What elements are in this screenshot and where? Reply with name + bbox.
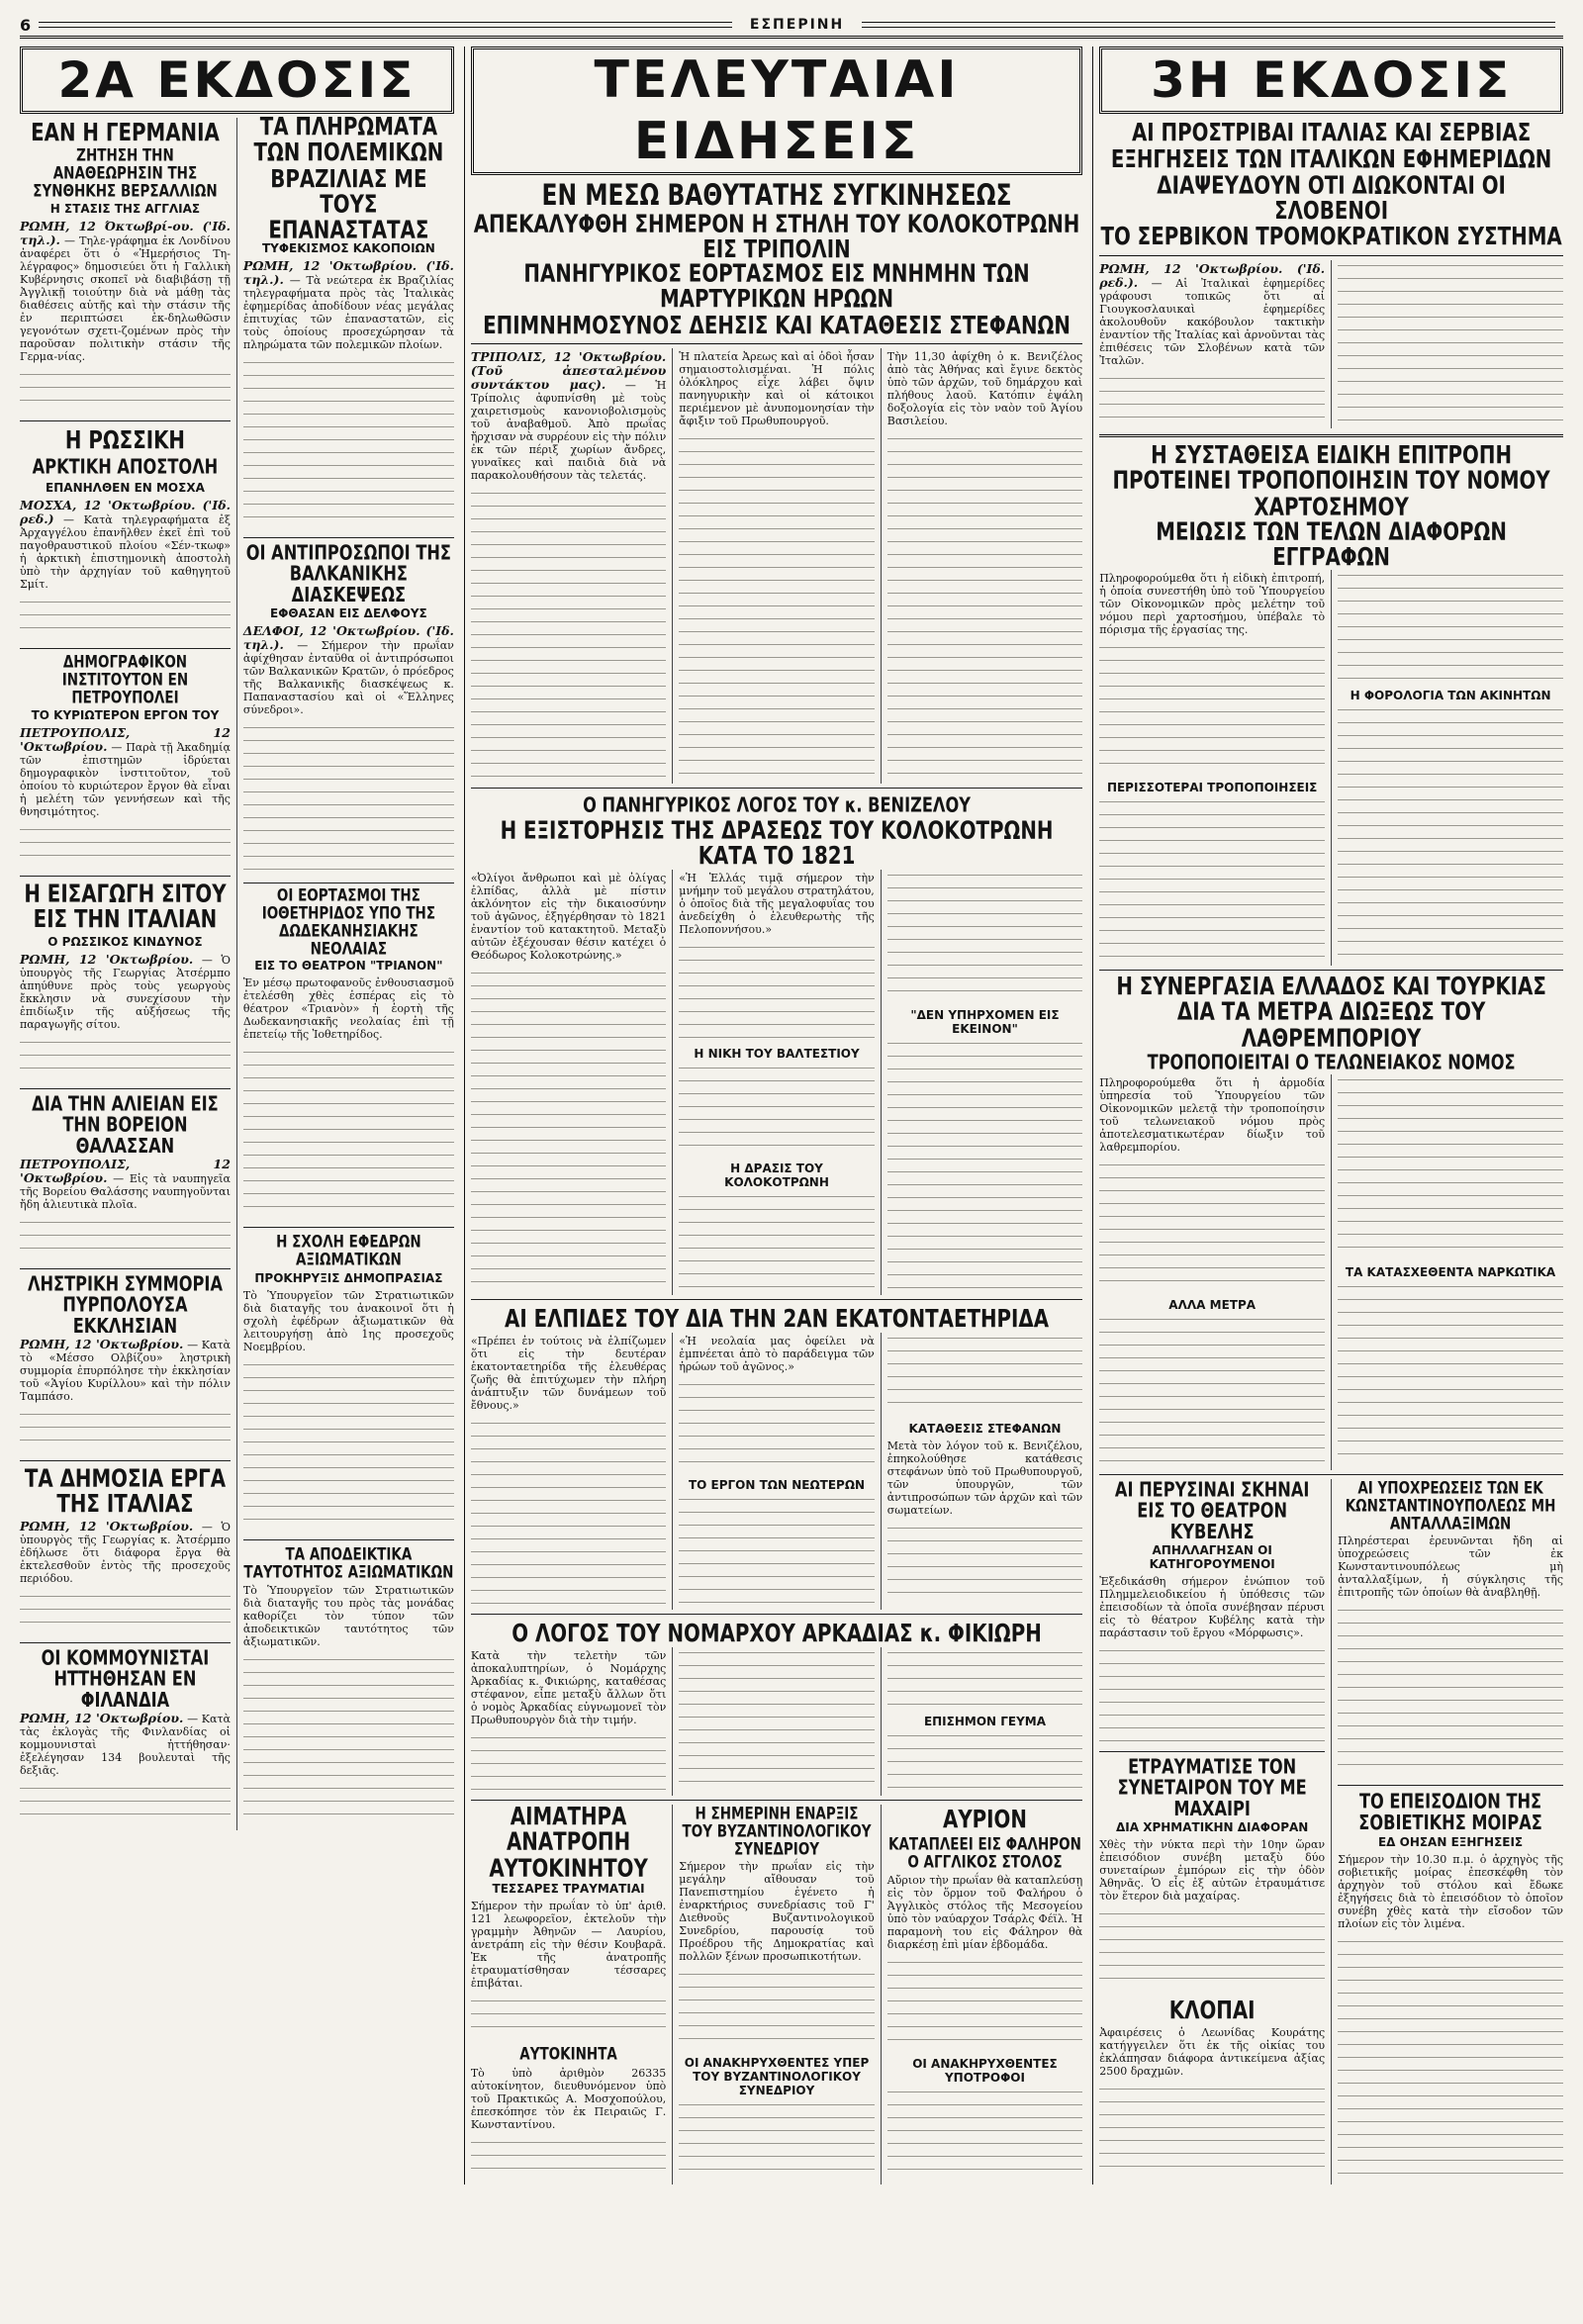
subheadline: ΑΛΛΑ ΜΕΤΡΑ bbox=[1168, 1298, 1257, 1313]
dateline: ΡΩΜΗ, 12 'Οκτωβρίου. bbox=[20, 1337, 184, 1352]
text-block bbox=[243, 359, 454, 527]
subheadline: Η ΣΤΑΣΙΣ ΤΗΣ ΑΓΓΛΙΑΣ bbox=[49, 201, 201, 216]
text-block bbox=[1338, 1607, 1563, 1775]
text-block bbox=[887, 435, 1082, 778]
article-text bbox=[20, 725, 235, 819]
headline: ΟΙ ΑΝΤΙΠΡΟΣΩΠΟΙ ΤΗΣ ΒΑΛΚΑΝΙΚΗΣ ΔΙΑΣΚΕΨΕΩΣ bbox=[245, 541, 451, 607]
headline: ΤΟ ΣΕΡΒΙΚΟΝ ΤΡΟΜΟΚΡΑΤΙΚΟΝ ΣΥΣΤΗΜΑ bbox=[1100, 223, 1562, 251]
runner-rule bbox=[862, 22, 1555, 28]
subheadline: ΕΔ ΟΗΣΑΝ ΕΞΗΓΗΣΕΙΣ bbox=[1377, 1834, 1524, 1849]
text-block bbox=[887, 1732, 1082, 1790]
article-text: Πληροφορούμεθα ὅτι ἡ ἀρμοδία ὑπηρεσία τοῦ Ὑπουργείου τῶν Οἰκονομικῶν μελετᾷ τὴν τροποποίησιν τοῦ τελωνειακοῦ νόμου πρὸς ἀποτελεσματικωτέραν δίωξιν τοῦ λαθρεμπορίου. bbox=[1099, 1076, 1329, 1155]
text-block bbox=[20, 371, 231, 411]
news-column bbox=[672, 1804, 879, 2185]
subheadline: ΚΑΤΑΘΕΣΙΣ ΣΤΕΦΑΝΩΝ bbox=[908, 1422, 1062, 1437]
divider bbox=[471, 1299, 1082, 1300]
headline: Ο ΠΑΝΗΓΥΡΙΚΟΣ ΛΟΓΟΣ ΤΟΥ κ. ΒΕΝΙΖΕΛΟΥ bbox=[583, 793, 971, 818]
text-block bbox=[1099, 1647, 1325, 1740]
text-block bbox=[1338, 1076, 1563, 1257]
text-block bbox=[471, 1420, 666, 1604]
headline: Η ΣΗΜΕΡΙΝΗ ΕΝΑΡΞΙΣ ΤΟΥ ΒΥΖΑΝΤΙΝΟΛΟΓΙΚΟΥ ΣΥΝΕΔΡΙΟΥ bbox=[682, 1804, 872, 1860]
text-block bbox=[679, 1381, 874, 1470]
text-block bbox=[679, 1971, 874, 2048]
article-text: Τὸ Ὑπουργεῖον τῶν Στρατιωτικῶν διὰ διαταγῆς του πρὸς τὰς μονάδας καθορίζει τὸν τύπον τῶν ἀποδεικτικῶν ταυτότητος τῶν ἀξιωματικῶν. bbox=[242, 1583, 458, 1648]
news-column bbox=[20, 118, 235, 1830]
divider bbox=[471, 788, 1082, 789]
text-block bbox=[1338, 262, 1563, 422]
article-text bbox=[242, 257, 459, 351]
text-block bbox=[471, 1734, 666, 1790]
headline: ΚΛΟΠΑΙ bbox=[1168, 1997, 1256, 2025]
subheadline: ΟΙ ΑΝΑΚΗΡΥΧΘΕΝΤΕΣ ΥΠΟΤΡΟΦΟΙ bbox=[912, 2056, 1058, 2085]
lead-story-headlines bbox=[471, 179, 1082, 344]
second-edition-section bbox=[20, 46, 459, 2185]
dateline: ΡΩΜΗ, 12 'Οκτωβρίου. ('Ιδ. τηλ.). bbox=[242, 257, 459, 287]
divider bbox=[243, 537, 454, 538]
dateline: ΡΩΜΗ, 12 'Οκτωβρίου. bbox=[20, 1711, 184, 1725]
subheadline: ΠΕΡΙΣΣΟΤΕΡΑΙ ΤΡΟΠΟΠΟΙΗΣΕΙΣ bbox=[1106, 781, 1318, 795]
text-block bbox=[1099, 644, 1325, 773]
news-column bbox=[672, 870, 879, 1295]
news-column bbox=[1099, 1074, 1329, 1470]
article-text bbox=[470, 349, 671, 483]
article-text: «Πρέπει ἐν τούτοις νὰ ἐλπίζωμεν ὅτι εἰς τὴν δευτέραν ἑκατονταετηρίδα τῆς ἐλευθέρας ζωῆς θὰ ἐπιτύχωμεν τὴν πλήρη ἀνάπτυξιν τῶν δυνάμεων τοῦ ἔθνους.» bbox=[470, 1335, 670, 1413]
headline: Η ΣΥΣΤΑΘΕΙΣΑ ΕΙΔΙΚΗ ΕΠΙΤΡΟΠΗ ΠΡΟΤΕΙΝΕΙ ΤΡΟΠΟΠΟΙΗΣΙΝ ΤΟΥ ΝΟΜΟΥ ΧΑΡΤΟΣΗΜΟΥ bbox=[1112, 441, 1550, 521]
article-text: Κατὰ τὴν τελετὴν τῶν ἀποκαλυπτηρίων, ὁ Νομάρχης Ἀρκαδίας κ. Φικιώρης, καταθέσας στέφανον, εἶπε μεταξὺ ἄλλων ὅτι ὁ νομὸς Ἀρκαδίας εὐγνωμονεῖ τὸν Πρωθυπουργὸν διὰ τὴν τιμήν. bbox=[470, 1649, 670, 1727]
divider bbox=[20, 1268, 231, 1269]
text-block bbox=[1099, 375, 1325, 422]
subheadline: "ΔΕΝ ΥΠΗΡΧΟΜΕΝ ΕΙΣ ΕΚΕΙΝΟΝ" bbox=[910, 1007, 1060, 1036]
subheadline: ΑΠΗΛΛΑΓΗΣΑΝ ΟΙ ΚΑΤΗΓΟΡΟΥΜΕΝΟΙ bbox=[1149, 1543, 1275, 1572]
headline: ΤΟ ΕΠΕΙΣΟΔΙΟΝ ΤΗΣ ΣΟΒΙΕΤΙΚΗΣ ΜΟΙΡΑΣ bbox=[1358, 1790, 1542, 1835]
article-text: Τὸ ὑπὸ ἀριθμὸν 26335 αὐτοκίνητον, διευθυνόμενον ὑπὸ τοῦ Πρακτικῶς Α. Μοσχοπούλου, ἐπεσκόπησε τὸν ἐκ Πειραιῶς Γ. Κωνσταντίνου. bbox=[470, 2067, 670, 2132]
headline: ΠΑΝΗΓΥΡΙΚΟΣ ΕΟΡΤΑΣΜΟΣ ΕΙΣ ΜΝΗΜΗΝ ΤΩΝ ΜΑΡΤΥΡΙΚΩΝ ΗΡΩΩΝ bbox=[523, 260, 1030, 315]
subheadline: ΕΦΘΑΣΑΝ ΕΙΣ ΔΕΛΦΟΥΣ bbox=[270, 606, 427, 621]
article-text: Ἐν μέσῳ πρωτοφανοῦς ἐνθουσιασμοῦ ἐτελέσθη χθὲς ἑσπέρας εἰς τὸ θέατρον «Τριανὸν» ἡ ἑορτὴ τῆς Δωδεκανησιακῆς νεολαίας ἐπὶ τῇ ἐπετείῳ τῆς Ἰοθετηρίδος. bbox=[242, 976, 458, 1041]
text-block bbox=[243, 724, 454, 873]
page-runner bbox=[20, 14, 1563, 39]
article-body: — Ὁ ὑπουργὸς τῆς Γεωργίας κ. Ἀτσέρμπο ἐδήλωσε ὅτι διάφορα ἔργα θὰ ἐκτελεσθοῦν ἐντὸς τῆς προσεχοῦς περιόδου. bbox=[20, 1520, 234, 1585]
headline: ΑΥΡΙΟΝ bbox=[943, 1806, 1027, 1834]
latest-news-section bbox=[464, 46, 1086, 2185]
divider bbox=[471, 1800, 1082, 1801]
headline: ΑΙ ΥΠΟΧΡΕΩΣΕΙΣ ΤΩΝ ΕΚ ΚΩΝΣΤΑΝΤΙΝΟΥΠΟΛΕΩΣ ΜΗ ΑΝΤΑΛΛΑΞΙΜΩΝ bbox=[1345, 1478, 1556, 1534]
article-text bbox=[20, 1337, 234, 1404]
dateline: ΜΟΣΧΑ, 12 'Οκτωβρίου. ('Ιδ. ρεδ.) bbox=[20, 498, 235, 527]
article-body: — Εἰς τὰ ναυπηγεῖα τῆς Βορείου Θαλάσσης ναυπηγοῦνται ἤδη ἁλιευτικὰ πλοῖα. bbox=[20, 1171, 234, 1211]
article-text: Τὸ Ὑπουργεῖον τῶν Στρατιωτικῶν διὰ διαταγῆς του ἀνακοινοῖ ὅτι ἡ σχολὴ ἐφέδρων ἀξιωματικῶν θὰ λειτουργήσῃ ἀπὸ 1ης προσεχοῦς Νοεμβρίου. bbox=[242, 1288, 458, 1353]
headline: ΑΠΕΚΑΛΥΦΘΗ ΣΗΜΕΡΟΝ Η ΣΤΗΛΗ ΤΟΥ ΚΟΛΟΚΟΤΡΩΝΗ ΕΙΣ ΤΡΙΠΟΛΙΝ bbox=[473, 210, 1080, 264]
text-block bbox=[679, 1649, 874, 1790]
text-block bbox=[20, 1593, 231, 1632]
headline: ΜΕΙΩΣΙΣ ΤΩΝ ΤΕΛΩΝ ΔΙΑΦΟΡΩΝ ΕΓΓΡΑΦΩΝ bbox=[1156, 517, 1507, 572]
article-text bbox=[20, 1156, 235, 1211]
dateline: ΠΕΤΡΟΥΠΟΛΙΣ, 12 'Οκτωβρίου. bbox=[20, 1156, 235, 1185]
headline: ΚΑΤΑΠΛΕΕΙ ΕΙΣ ΦΑΛΗΡΟΝ Ο ΑΓΓΛΙΚΟΣ ΣΤΟΛΟΣ bbox=[888, 1833, 1081, 1872]
text-block bbox=[1338, 1938, 1563, 2179]
article-text: Ἀφαιρέσεις ὁ Λεωνίδας Κουράτης κατήγγειλεν ὅτι ἐκ τῆς οἰκίας του ἐκλάπησαν διάφορα ἀντικείμενα ἀξίας 2500 δραχμῶν. bbox=[1099, 2026, 1329, 2079]
subheadline: ΟΙ ΑΝΑΚΗΡΥΧΘΕΝΤΕΣ ΥΠΕΡ ΤΟΥ ΒΥΖΑΝΤΙΝΟΛΟΓΙΚΟΥ ΣΥΝΕΔΡΙΟΥ bbox=[684, 2056, 870, 2098]
text-block bbox=[20, 599, 231, 638]
subheadline: ΕΙΣ ΤΟ ΘΕΑΤΡΟΝ "ΤΡΙΑΝΟΝ" bbox=[254, 958, 443, 973]
text-block bbox=[1099, 1910, 1325, 1990]
article-text: «Ἡ Ἑλλάς τιμᾷ σήμερον τὴν μνήμην τοῦ μεγάλου στρατηλάτου, ὁ ὁποῖος διὰ τῆς μεγαλοφυΐας του ἀνεδείχθη ὁ ἐλευθερωτὴς τῆς Πελοποννήσου.» bbox=[679, 871, 879, 936]
dateline: ΡΩΜΗ, 12 'Οκτωβρίου. bbox=[20, 951, 194, 967]
text-block bbox=[887, 1040, 1082, 1289]
divider bbox=[20, 420, 231, 421]
headline: ΔΗΜΟΓΡΑΦΙΚΟΝ ΙΝΣΤΙΤΟΥΤΟΝ ΕΝ ΠΕΤΡΟΥΠΟΛΕΙ bbox=[61, 652, 189, 708]
article-text bbox=[20, 951, 234, 1031]
news-column bbox=[1099, 260, 1330, 428]
text-block bbox=[243, 1049, 454, 1217]
headline: ΑΡΚΤΙΚΗ ΑΠΟΣΤΟΛΗ bbox=[32, 456, 219, 480]
text-block bbox=[20, 1039, 231, 1078]
article-text: «Ὀλίγοι ἄνθρωποι καὶ μὲ ὀλίγας ἐλπίδας, ἀλλὰ μὲ πίστιν ἀκλόνητον εἰς τὴν δικαιοσύνην τοῦ ἀγῶνος, ἐξηγέρθησαν τὸ 1821 ἐναντίον τοῦ κατακτητοῦ. Μεταξὺ αὐτῶν ἐξέχουσαν θέσιν κατέχει ὁ Θεόδωρος Κολοκοτρώνης.» bbox=[470, 871, 670, 962]
subheadline: ΤΑ ΚΑΤΑΣΧΕΘΕΝΤΑ ΝΑΡΚΩΤΙΚΑ bbox=[1345, 1265, 1556, 1280]
text-block bbox=[20, 826, 231, 866]
divider bbox=[20, 648, 231, 649]
headline: ΟΙ ΕΟΡΤΑΣΜΟΙ ΤΗΣ ΙΟΘΕΤΗΡΙΔΟΣ ΥΠΟ ΤΗΣ ΔΩΔΕΚΑΝΗΣΙΑΚΗΣ ΝΕΟΛΑΙΑΣ bbox=[261, 885, 436, 959]
article-text: Πληροφορούμεθα ὅτι ἡ εἰδικὴ ἐπιτροπή, ἡ ὁποία συνεστήθη ὑπὸ τοῦ Ὑπουργείου τῶν Οἰκονομικῶν πρὸς μελέτην τοῦ νόμου περὶ χαρτοσήμου, ὑπέβαλε τὸ πόρισμα τῆς ἐργασίας της. bbox=[1099, 572, 1329, 637]
divider bbox=[243, 1539, 454, 1540]
text-block bbox=[243, 1656, 454, 1824]
article-body: — Τηλε-γράφημα ἐκ Λονδίνου ἀναφέρει ὅτι ὁ «Ἡμερήσιος Τη-λέγραφος» δημοσιεύει ὅτι ἡ Γαλλικὴ Κυβέρνησις σκοπεῖ νὰ διαβιβάσῃ τῇ Ἀγγλικῇ τοιούτην διὰ νὰ μάθῃ τὰς διαθέσεις αὐτῆς καὶ τὴν στάσιν τῆς ἐν περιπτώσει ἐκ-δηλωθῶσιν γεγονότων σχετι-ζομένων πρὸς τὴν παροῦσαν πολιτικὴν στάσιν τῆς Γερμα-νίας. bbox=[20, 233, 234, 363]
article-text: Σήμερον τὴν πρωΐαν τὸ ὑπ' ἀριθ. 121 λεωφορεῖον, ἐκτελοῦν τὴν γραμμὴν Ἀθηνῶν — Λαυρίου, ἀνετράπη εἰς τὴν θέσιν Κουβαρᾶ. Ἐκ τῆς ἀνατροπῆς ἐτραυματίσθησαν τέσσαρες ἐπιβάται. bbox=[470, 1900, 670, 1991]
dateline: ΡΩΜΗ, 12 Όκτωβρί-ου. ('Ιδ. τηλ.). bbox=[20, 218, 235, 247]
text-block bbox=[887, 872, 1082, 1000]
divider bbox=[1099, 1474, 1563, 1475]
article-text: Χθὲς τὴν νύκτα περὶ τὴν 10ην ὥραν ἐπεισόδιον συνέβη μεταξὺ δύο συνεταίρων ἐμπόρων εἰς τὴν ὁδὸν Ἀθηνᾶς. Ὁ εἷς ἐξ αὐτῶν ἐτραυμάτισε τὸν ἕτερον διὰ μαχαίρας. bbox=[1099, 1837, 1329, 1903]
headline: ΤΡΟΠΟΠΟΙΕΙΤΑΙ Ο ΤΕΛΩΝΕΙΑΚΟΣ ΝΟΜΟΣ bbox=[1147, 1051, 1516, 1075]
text-block bbox=[887, 1335, 1082, 1414]
text-block bbox=[471, 490, 666, 778]
text-block bbox=[1099, 798, 1325, 960]
news-column bbox=[1331, 260, 1563, 428]
news-column bbox=[470, 1804, 670, 2185]
headline: ΔΙΑ ΤΗΝ ΑΛΙΕΙΑΝ ΕΙΣ ΤΗΝ ΒΟΡΕΙΟΝ ΘΑΛΑΣΣΑΝ bbox=[32, 1092, 219, 1159]
headline: ΑΙ ΕΛΠΙΔΕΣ ΤΟΥ ΔΙΑ ΤΗΝ 2ΑΝ ΕΚΑΤΟΝΤΑΕΤΗΡΙΔΑ bbox=[505, 1305, 1050, 1334]
text-block bbox=[887, 1525, 1082, 1604]
news-column bbox=[672, 1333, 879, 1610]
subheadline: ΕΠΑΝΗΛΘΕΝ ΕΝ ΜΟΣΧΑ bbox=[46, 481, 205, 496]
news-column bbox=[1099, 1478, 1329, 2185]
article-body: — Παρὰ τῇ Ἀκαδημίᾳ τῶν ἐπιστημῶν ἱδρύεται δημογραφικὸν ἰνστιτοῦτον, τοῦ ὁποίου τὸ κυριώτερον ἔργον θὰ εἶναι ἡ μελέτη τῶν γεννήσεων καὶ τῆς θνησιμότητος. bbox=[20, 741, 234, 819]
headline: ΕΤΡΑΥΜΑΤΙΣΕ ΤΟΝ ΣΥΝΕΤΑΙΡΟΝ ΤΟΥ ΜΕ ΜΑΧΑΙΡΙ bbox=[1117, 1754, 1307, 1821]
news-column bbox=[881, 1333, 1086, 1610]
article-text: Τὴν 11,30 ἀφίχθη ὁ κ. Βενιζέλος ἀπὸ τὰς Ἀθήνας καὶ ἔγινε δεκτὸς ὑπὸ τῶν ἀρχῶν, τοῦ δημάρχου καὶ πλήθους λαοῦ. Κατόπιν ἐψάλη δοξολογία εἰς τὸν ναὸν τοῦ Ἁγίου Βασιλείου. bbox=[886, 350, 1086, 428]
lead-story-columns bbox=[470, 348, 1086, 784]
hopes-columns bbox=[470, 1333, 1086, 1610]
dateline: ΠΕΤΡΟΥΠΟΛΙΣ, 12 'Οκτωβρίου. bbox=[20, 725, 235, 755]
headline: ΤΑ ΠΛΗΡΩΜΑΤΑ ΤΩΝ ΠΟΛΕΜΙΚΩΝ ΒΡΑΖΙΛΙΑΣ ΜΕ ΤΟΥΣ ΕΠΑΝΑΣΤΑΤΑΣ bbox=[253, 113, 444, 245]
headline: ΛΗΣΤΡΙΚΗ ΣΥΜΜΟΡΙΑ ΠΥΡΠΟΛΟΥΣΑ ΕΚΚΛΗΣΙΑΝ bbox=[27, 1272, 223, 1339]
headline: Η ΕΙΣΑΓΩΓΗ ΣΙΤΟΥ ΕΙΣ ΤΗΝ ΙΤΑΛΙΑΝ bbox=[24, 881, 227, 935]
divider bbox=[20, 1642, 231, 1643]
article-text: «Ἡ νεολαία μας ὀφείλει νὰ ἐμπνέεται ἀπὸ τὸ παράδειγμα τῶν ἡρώων τοῦ ἀγῶνος.» bbox=[679, 1335, 879, 1374]
news-column bbox=[881, 1647, 1082, 1796]
text-block bbox=[887, 2089, 1082, 2179]
bottom-columns bbox=[1099, 1478, 1567, 2185]
article-text bbox=[242, 623, 459, 717]
page-columns bbox=[20, 46, 1567, 2185]
article-text: Πληρέστεραι ἐρευνῶνται ἤδη αἱ ὑποχρεώσεις τῶν ἐκ Κωνσταντινουπόλεως μὴ ἀνταλλαξίμων, ἡ σύγκλησις τῆς ἐπιτροπῆς τῶν ὁποίων θὰ ἀναβληθῇ. bbox=[1338, 1534, 1567, 1599]
news-column bbox=[1099, 570, 1329, 966]
headline: ΔΙΑΨΕΥΔΟΥΝ ΟΤΙ ΔΙΩΚΟΝΤΑΙ ΟΙ ΣΛΟΒΕΝΟΙ bbox=[1157, 171, 1506, 226]
text-block bbox=[20, 1785, 231, 1824]
text-block bbox=[243, 1361, 454, 1530]
smuggling-columns bbox=[1099, 1074, 1563, 1470]
news-column bbox=[881, 1805, 1086, 2185]
lead-story-headlines bbox=[1099, 118, 1563, 256]
newspaper-name: ΕΣΠΕΡΙΝΗ bbox=[740, 17, 854, 33]
news-column bbox=[672, 1647, 874, 1796]
text-block bbox=[471, 2139, 666, 2179]
headline: ΕΞΗΓΗΣΕΙΣ ΤΩΝ ΙΤΑΛΙΚΩΝ ΕΦΗΜΕΡΙΔΩΝ bbox=[1110, 145, 1552, 174]
dateline: ΔΕΛΦΟΙ, 12 'Οκτωβρίου. ('Ιδ. τηλ.). bbox=[242, 623, 459, 653]
news-column bbox=[470, 870, 670, 1295]
text-block bbox=[1099, 2086, 1325, 2179]
divider bbox=[1338, 1785, 1563, 1786]
article-text: Ἐξεδικάσθη σήμερον ἐνώπιον τοῦ Πλημμελειοδικείου ἡ ὑπόθεσις τῶν ἐπεισοδίων τὰ ὁποῖα συνέβησαν πέρυσι εἰς τὸ θέατρον Κυβέλης κατὰ τὴν παράστασιν τοῦ ἔργου «Μόρφωσις». bbox=[1099, 1575, 1329, 1640]
headline: ΕΠΙΜΝΗΜΟΣΥΝΟΣ ΔΕΗΣΙΣ ΚΑΙ ΚΑΤΑΘΕΣΙΣ ΣΤΕΦΑΝΩΝ bbox=[483, 312, 1071, 340]
article-text: Σήμερον τὴν 10.30 π.μ. ὁ ἀρχηγὸς τῆς σοβιετικῆς μοίρας ἐπεσκέφθη τὸν ἀρχηγὸν τοῦ στόλου καὶ ἔδωκε ἐξηγήσεις διὰ τὸ ἐπεισόδιον τὸ ὁποῖον συνέβη χθὲς κατὰ τὴν εἴσοδον τῶν πλοίων εἰς τὸν λιμένα. bbox=[1338, 1852, 1567, 1930]
news-column bbox=[881, 348, 1086, 784]
article-body: — Κατὰ τηλεγραφήματα ἐξ Ἀρχαγγέλου ἐπανῆλθεν ἐκεῖ ἐπὶ τοῦ παγοθραυστικοῦ πλοίου «Σέν-τκωφ» ἡ ἀρκτικὴ ἐπιστημονικὴ ἀποστολὴ ὑπὸ τὴν ἀρχηγίαν τοῦ καθηγητοῦ Σμίτ. bbox=[20, 513, 234, 592]
divider bbox=[20, 1088, 231, 1089]
speech-columns bbox=[471, 870, 1082, 1295]
article-text bbox=[20, 1711, 234, 1777]
headline: ΑΙ ΠΡΟΣΤΡΙΒΑΙ ΙΤΑΛΙΑΣ ΚΑΙ ΣΕΡΒΙΑΣ bbox=[1131, 119, 1532, 147]
article-text: Ἡ πλατεία Ἀρεως καὶ αἱ ὁδοὶ ἦσαν σημαιοστολισμέναι. Ἡ πόλις ὁλόκληρος εἶχε λάβει ὄψιν πανηγυρικὴν καὶ οἱ κάτοικοι περιέμενον μὲ ἀνυπομονησίαν τὴν ἄφιξιν τοῦ Πρωθυπουργοῦ. bbox=[679, 350, 879, 428]
subheadline: Η ΦΟΡΟΛΟΓΙΑ ΤΩΝ ΑΚΙΝΗΤΩΝ bbox=[1350, 689, 1551, 703]
section-columns bbox=[20, 113, 459, 1830]
text-block bbox=[679, 1193, 874, 1289]
news-column bbox=[881, 870, 1082, 1295]
headline: ΑΥΤΟΚΙΝΗΤΑ bbox=[519, 2044, 617, 2065]
subheadline: ΤΟ ΚΥΡΙΩΤΕΡΟΝ ΕΡΓΟΝ ΤΟΥ bbox=[31, 708, 220, 723]
bottom-columns bbox=[470, 1804, 1086, 2185]
divider bbox=[243, 1227, 454, 1228]
article-body: — Ὁ ὑπουργὸς τῆς Γεωργίας Ἀτσέρμπο ἀπηύθυνε πρὸς τοὺς γεωργοὺς ἔκκλησιν νὰ συνεχίσουν τὴν ἐπιδίωξιν τῆς αὐξήσεως τῆς παραγωγῆς σίτου. bbox=[20, 953, 234, 1031]
text-block bbox=[679, 944, 874, 1040]
text-block bbox=[679, 2101, 874, 2179]
headline: ΤΑ ΑΠΟΔΕΙΚΤΙΚΑ ΤΑΥΤΟΤΗΤΟΣ ΑΞΙΩΜΑΤΙΚΩΝ bbox=[243, 1543, 454, 1582]
subheadline: ΤΥΦΕΚΙΣΜΟΣ ΚΑΚΟΠΟΙΩΝ bbox=[261, 240, 435, 255]
page-number: 6 bbox=[20, 15, 32, 35]
subheadline: ΔΙΑ ΧΡΗΜΑΤΙΚΗΝ ΔΙΑΦΟΡΑΝ bbox=[1116, 1819, 1309, 1834]
divider bbox=[1099, 1751, 1325, 1752]
headline: Η ΣΥΝΕΡΓΑΣΙΑ ΕΛΛΑΔΟΣ ΚΑΙ ΤΟΥΡΚΙΑΣ ΔΙΑ ΤΑ ΜΕΤΡΑ ΔΙΩΞΕΩΣ ΤΟΥ ΛΑΘΡΕΜΠΟΡΙΟΥ bbox=[1116, 973, 1546, 1054]
text-block bbox=[471, 970, 666, 1289]
section-banner: 3Η ΕΚΔΟΣΙΣ bbox=[1099, 46, 1563, 114]
headline: ΑΙΜΑΤΗΡΑ ΑΝΑΤΡΟΠΗ ΑΥΤΟΚΙΝΗΤΟΥ bbox=[489, 1804, 648, 1884]
text-block bbox=[1099, 1316, 1325, 1464]
divider bbox=[1099, 970, 1563, 971]
headline: Η ΡΩΣΣΙΚΗ bbox=[64, 426, 185, 455]
news-column bbox=[672, 348, 879, 784]
news-column bbox=[1331, 570, 1563, 966]
text-block bbox=[1338, 1283, 1563, 1464]
subheadline: ΤΕΣΣΑΡΕΣ ΤΡΑΥΜΑΤΙΑΙ bbox=[492, 1882, 645, 1897]
news-column bbox=[236, 113, 459, 1830]
lead-story-columns bbox=[1099, 260, 1563, 428]
article-text: Σήμερον τὴν πρωΐαν εἰς τὴν μεγάλην αἴθουσαν τοῦ Πανεπιστημίου ἐγένετο ἡ ἐναρκτήριος συνεδρίασις τοῦ Γ' Διεθνοῦς Βυζαντινολογικοῦ Συνεδρίου, παρουσίᾳ τοῦ Προέδρου τῆς Δημοκρατίας καὶ πολλῶν ξένων προσωπικοτήτων. bbox=[679, 1860, 879, 1964]
headline: Η ΕΞΙΣΤΟΡΗΣΙΣ ΤΗΣ ΔΡΑΣΕΩΣ ΤΟΥ ΚΟΛΟΚΟΤΡΩΝΗ ΚΑΤΑ ΤΟ 1821 bbox=[500, 817, 1054, 872]
text-block bbox=[887, 1959, 1082, 2049]
runner-rule bbox=[39, 22, 732, 28]
dateline: ΡΩΜΗ, 12 'Οκτωβρίου. bbox=[20, 1518, 194, 1534]
headline: ΑΙ ΠΕΡΥΣΙΝΑΙ ΣΚΗΝΑΙ ΕΙΣ ΤΟ ΘΕΑΤΡΟΝ ΚΥΒΕΛΗΣ bbox=[1114, 1478, 1310, 1544]
subheadline: ΕΠΙΣΗΜΟΝ ΓΕΥΜΑ bbox=[923, 1715, 1047, 1729]
divider bbox=[471, 1614, 1082, 1615]
section-banner: ΤΕΛΕΥΤΑΙΑΙ ΕΙΔΗΣΕΙΣ bbox=[471, 46, 1082, 175]
text-block bbox=[1099, 1162, 1325, 1290]
article-body: — Κατὰ τὸ «Μέσσο Ολβίζου» ληστρικὴ συμμορία ἐπυρπόλησε τὴν ἐκκλησίαν τοῦ «Ἁγίου Κυρίλλου» καὶ τὴν πόλιν Ταμπάσο. bbox=[20, 1339, 234, 1404]
prefect-columns bbox=[471, 1647, 1082, 1796]
text-block bbox=[471, 1998, 666, 2037]
subheadline: Η ΔΡΑΣΙΣ ΤΟΥ ΚΟΛΟΚΟΤΡΩΝΗ bbox=[724, 1162, 829, 1190]
subheadline: Η ΝΙΚΗ ΤΟΥ ΒΑΛΤΕΣΤΙΟΥ bbox=[694, 1047, 860, 1062]
dateline: ΡΩΜΗ, 12 'Οκτωβρίου. ('Ιδ. ρεδ.). bbox=[1099, 260, 1330, 290]
divider bbox=[20, 1460, 231, 1461]
headline: ΤΑ ΔΗΜΟΣΙΑ ΕΡΓΑ ΤΗΣ ΙΤΑΛΙΑΣ bbox=[24, 1465, 227, 1520]
headline: ΕΝ ΜΕΣΩ ΒΑΘΥΤΑΤΗΣ ΣΥΓΚΙΝΗΣΕΩΣ bbox=[541, 179, 1012, 213]
article-text bbox=[20, 498, 235, 592]
subheadline: ΤΟ ΕΡΓΟΝ ΤΩΝ ΝΕΩΤΕΡΩΝ bbox=[688, 1478, 866, 1493]
article-body: — Αἱ Ἰταλικαὶ ἐφημερίδες γράφουσι τοπικῶς ὅτι αἱ Γιουγκοσλαυικαὶ ἐφημερίδες ἀκολουθοῦν κακόβουλον τακτικὴν ἐναντίον τῆς Ἰταλίας καὶ ἀρνοῦνται τὰς ἐπιθέσεις τῶν Σλοβένων κατὰ τῶν Ἰταλῶν. bbox=[1099, 276, 1329, 367]
subheadline: Ο ΡΩΣΣΙΚΟΣ ΚΙΝΔΥΝΟΣ bbox=[47, 934, 203, 949]
subheadline: ΠΡΟΚΗΡΥΞΙΣ ΔΗΜΟΠΡΑΣΙΑΣ bbox=[254, 1270, 443, 1285]
text-block bbox=[679, 435, 874, 778]
news-column bbox=[470, 348, 671, 784]
headline: ΖΗΤΗΣΗ ΤΗΝ ΑΝΑΘΕΩΡΗΣΙΝ ΤΗΣ ΣΥΝΘΗΚΗΣ ΒΕΡΣΑΛΛΙΩΝ bbox=[33, 145, 218, 201]
divider bbox=[20, 876, 231, 877]
article-text: Αὔριον τὴν πρωΐαν θὰ καταπλεύσῃ εἰς τὸν ὅρμον τοῦ Φαλήρου ὁ Ἀγγλικὸς στόλος τῆς Μεσογείου ὑπὸ τὸν ναύαρχον Τσάρλς Φέϊλ. Ἡ παραμονὴ του εἰς Φάληρον θὰ διαρκέσῃ ἐπὶ μίαν ἑβδομάδα. bbox=[886, 1873, 1086, 1951]
stamp-law-columns bbox=[1099, 570, 1563, 966]
third-edition-section bbox=[1092, 46, 1567, 2185]
news-column bbox=[1331, 1478, 1567, 2185]
article-body: — Ἡ Τρίπολις ἀφυπνίσθη μὲ τοὺς χαιρετισμοὺς κανονιοβολισμοὺς τοῦ ἀναβαθμοῦ. Ἀπὸ πρωΐας ἤρχισαν νὰ συρρέουν εἰς τὴν πόλιν ἐκ τῶν πέριξ χωρίων ἄνδρες, γυναῖκες καὶ παιδιὰ διὰ νὰ παρακολουθήσουν τὰς τελετάς. bbox=[470, 379, 670, 483]
news-column bbox=[470, 1647, 670, 1796]
news-column bbox=[470, 1333, 670, 1610]
headline: Η ΣΧΟΛΗ ΕΦΕΔΡΩΝ ΑΞΙΩΜΑΤΙΚΩΝ bbox=[276, 1231, 421, 1269]
headline: ΕΑΝ Η ΓΕΡΜΑΝΙΑ bbox=[31, 119, 220, 147]
text-block bbox=[1338, 706, 1563, 960]
text-block bbox=[679, 1496, 874, 1604]
text-block bbox=[1338, 572, 1563, 681]
headline: Ο ΛΟΓΟΣ ΤΟΥ ΝΟΜΑΡΧΟΥ ΑΡΚΑΔΙΑΣ κ. ΦΙΚΙΩΡΗ bbox=[512, 1620, 1042, 1648]
article-text bbox=[20, 218, 235, 363]
article-text bbox=[1099, 260, 1330, 367]
headline: ΟΙ ΚΟΜΜΟΥΝΙΣΤΑΙ ΗΤΤΗΘΗΣΑΝ ΕΝ ΦΙΛΑΝΔΙΑ bbox=[41, 1646, 210, 1713]
text-block bbox=[679, 1065, 874, 1154]
dateline: ΤΡΙΠΟΛΙΣ, 12 'Οκτωβρίου. (Τοῦ ἀπεσταλμένου συντάκτου μας). bbox=[470, 349, 671, 393]
article-body: — Κατὰ τὰς ἐκλογὰς τῆς Φινλανδίας οἱ κομμουνισταὶ ἠττήθησαν· ἐξελέγησαν 134 βουλευταὶ τῆς δεξιᾶς. bbox=[20, 1713, 234, 1777]
article-text: Μετὰ τὸν λόγον τοῦ κ. Βενιζέλου, ἐπηκολούθησε κατάθεσις στεφάνων ὑπὸ τοῦ Πρωθυπουργοῦ, τῶν ὑπουργῶν, τῶν ἀντιπροσώπων τῶν ἀρχῶν καὶ τῶν σωματείων. bbox=[886, 1440, 1086, 1518]
text-block bbox=[20, 1219, 231, 1258]
text-block bbox=[20, 1411, 231, 1450]
news-column bbox=[1331, 1074, 1563, 1470]
article-text bbox=[20, 1518, 234, 1585]
article-body: — Τὰ νεώτερα ἐκ Βραζιλίας τηλεγραφήματα πρὸς τὰς Ἰταλικὰς ἐφημερίδας ἀποδίδουν νέας μεγάλας ἐπιτυχίας τῶν ἐπαναστατῶν, εἰς τοὺς ὁποίους προσεχώρησαν τὰ πληρώματα τῶν πολεμικῶν πλοίων. bbox=[242, 273, 458, 351]
article-body: — Σήμερον τὴν πρωΐαν ἀφίχθησαν ἐνταῦθα οἱ ἀντιπρόσωποι τῶν Βαλκανικῶν Κρατῶν, ὁ πρόεδρος τῆς Βαλκανικῆς διασκέψεως κ. Παπαναστασίου καὶ οἱ «Ἕλληνες σύνεδροι». bbox=[242, 639, 458, 717]
section-banner: 2Α ΕΚΔΟΣΙΣ bbox=[20, 46, 454, 114]
text-block bbox=[887, 1649, 1082, 1707]
newspaper-page bbox=[20, 14, 1567, 2289]
divider bbox=[1099, 434, 1563, 437]
